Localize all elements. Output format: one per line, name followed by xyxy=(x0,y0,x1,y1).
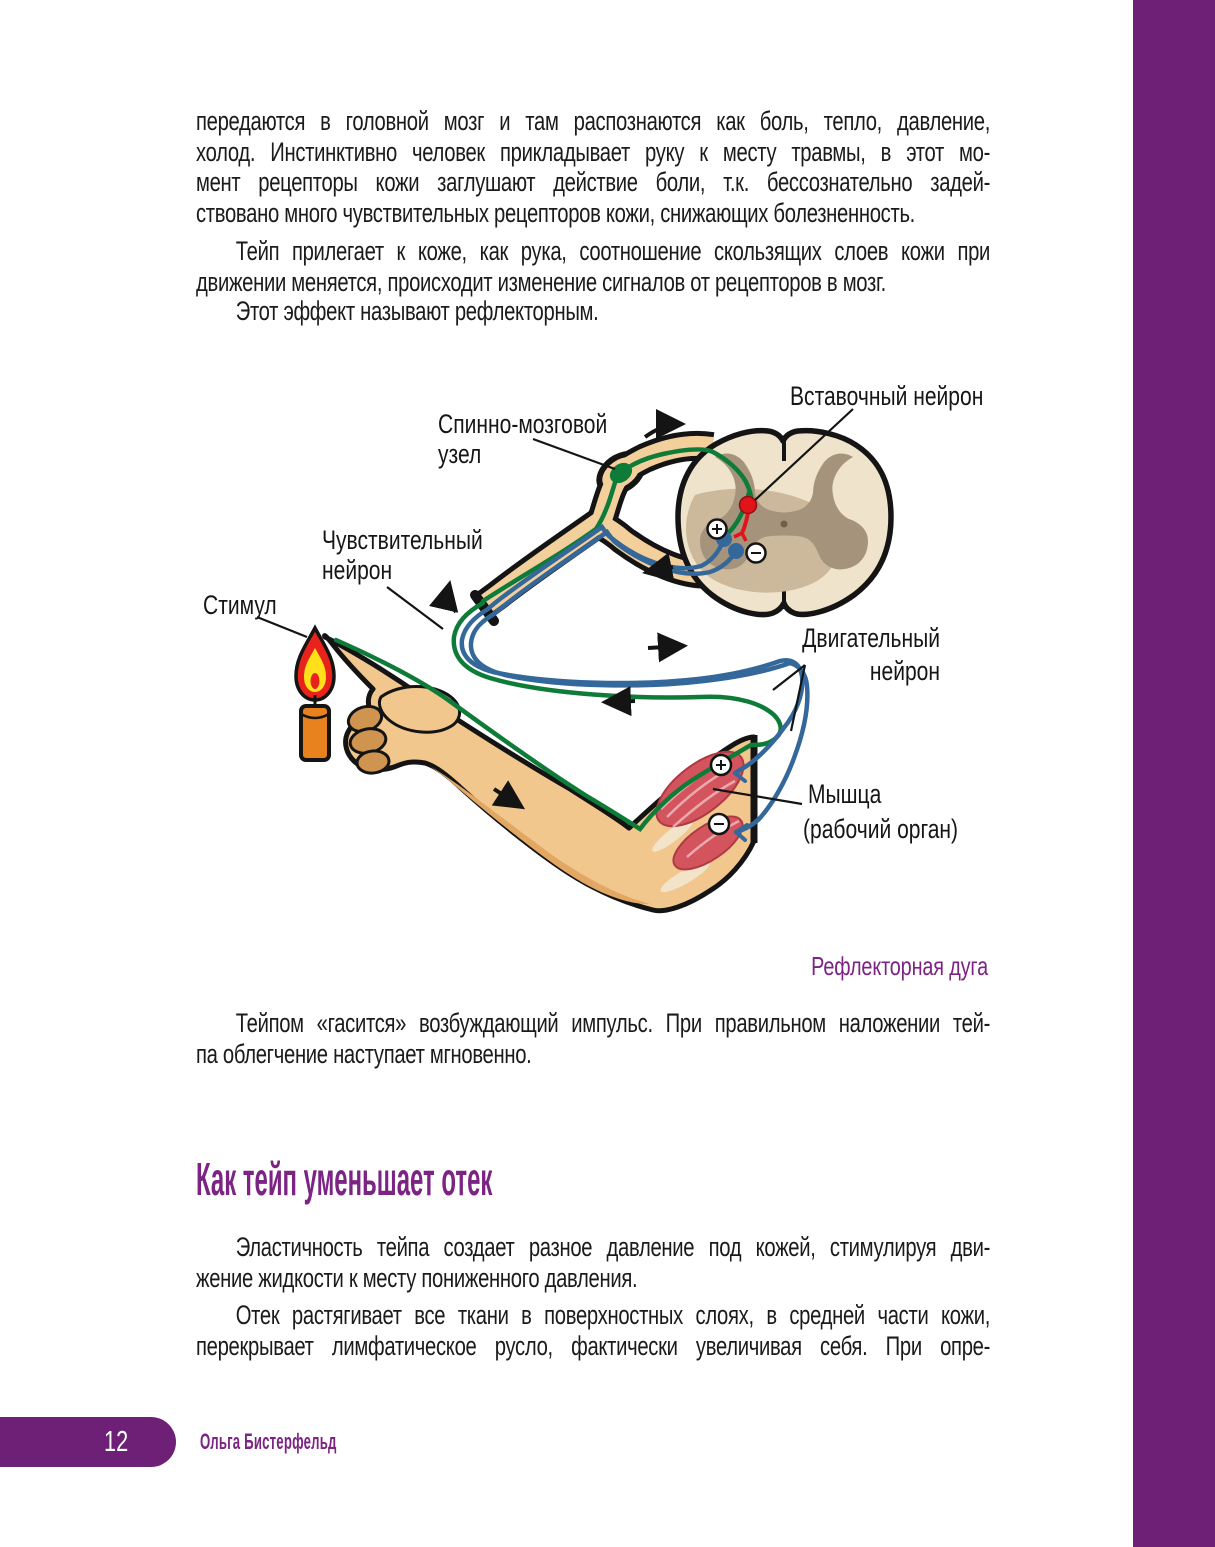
reflex-arc-svg xyxy=(195,365,1005,935)
paragraph-1 xyxy=(196,106,990,228)
text-line: жение жидкости к месту пониженного давления. xyxy=(196,1262,638,1293)
interneuron-soma xyxy=(740,497,757,514)
candle-icon xyxy=(296,628,334,760)
text-line: Отек растягивает все ткани в поверхностных слоях, в средней части кожи, xyxy=(235,1300,991,1330)
text-line: Этот эффект называют рефлекторным. xyxy=(235,296,599,326)
text-line: Тейп прилегает к коже, как рука, соотношение скользящих слоев кожи при xyxy=(235,236,991,266)
paragraph-4 xyxy=(196,1008,990,1069)
label-sensory-neuron: Чувствительный xyxy=(322,525,483,556)
text-line: па облегчение наступает мгновенно. xyxy=(196,1038,532,1069)
text-line: Эластичность тейпа создает разное давление под кожей, стимулируя дви- xyxy=(235,1232,991,1262)
section-heading: Как тейп уменьшает отек xyxy=(196,1153,493,1205)
label-muscle: (рабочий орган) xyxy=(803,814,959,845)
footer-author: Ольга Бистерфельд xyxy=(200,1429,337,1454)
paragraph-5 xyxy=(196,1232,990,1293)
label-motor-neuron: Двигательный xyxy=(802,623,940,654)
paragraph-6 xyxy=(196,1300,990,1361)
central-canal xyxy=(781,521,788,528)
label-ganglion: Спинно-мозговой xyxy=(438,409,608,440)
label-interneuron: Вставочный нейрон xyxy=(790,381,984,412)
text-line: мент рецепторы кожи заглушают действие боли, т.к. бессознательно задей- xyxy=(196,167,991,197)
text-line: холод. Инстинктивно человек прикладывает руку к месту травмы, в этот мо- xyxy=(196,136,991,167)
paragraph-3 xyxy=(196,296,990,327)
motor-soma-2 xyxy=(728,543,744,559)
label-ganglion: узел xyxy=(438,439,482,470)
page-number: 12 xyxy=(104,1426,129,1458)
label-motor-neuron: нейрон xyxy=(869,656,940,687)
label-sensory-neuron: нейрон xyxy=(322,555,393,586)
text-line: движении меняется, происходит изменение сигналов от рецепторов в мозг. xyxy=(196,266,886,297)
label-muscle: Мышца xyxy=(808,779,882,810)
paragraph-2 xyxy=(196,236,990,297)
text-line: ствовано много чувствительных рецепторов кожи, снижающих болезненность. xyxy=(196,197,916,228)
right-margin-band xyxy=(1133,0,1215,1547)
text-line: Тейпом «гасится» возбуждающий импульс. При правильном наложении тей- xyxy=(235,1008,991,1038)
flame-core xyxy=(311,673,320,689)
text-line: передаются в головной мозг и там распознаются как боль, тепло, давление, xyxy=(196,106,991,136)
candle-body xyxy=(301,706,329,760)
figure-reflex-arc xyxy=(195,365,1005,935)
page-number-tab xyxy=(0,1417,176,1467)
label-stimulus: Стимул xyxy=(203,590,277,621)
figure-caption: Рефлекторная дуга xyxy=(811,951,988,981)
text-line: перекрывает лимфатическое русло, фактически увеличивая себя. При опре- xyxy=(196,1330,991,1361)
